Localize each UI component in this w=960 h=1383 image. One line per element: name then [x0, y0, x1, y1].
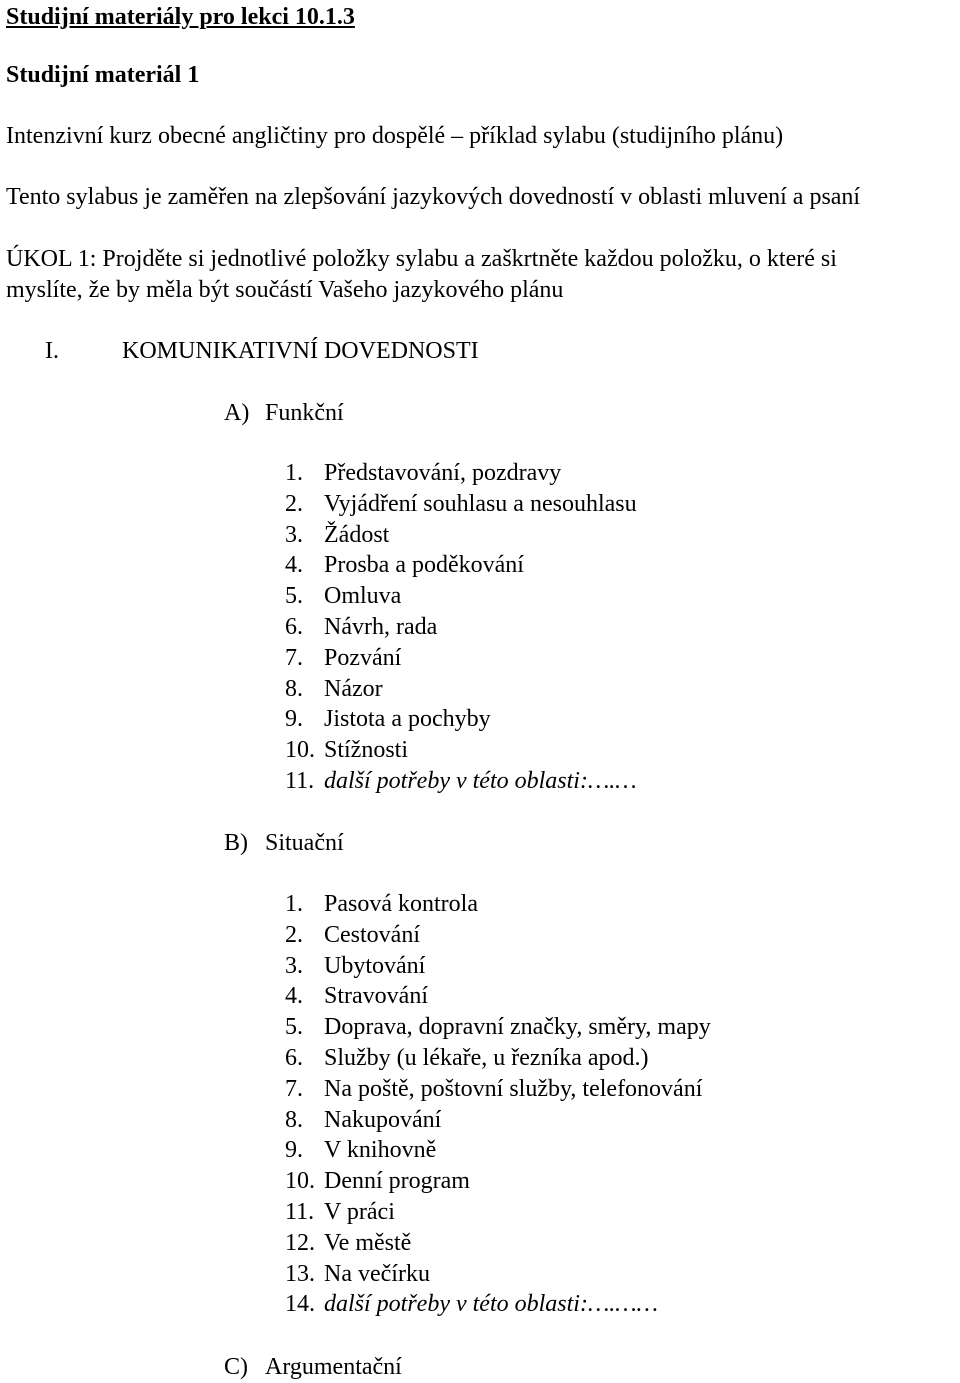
list-item[interactable]	[0, 1259, 960, 1290]
list-item[interactable]	[0, 920, 960, 951]
subsection-letter: A)	[224, 400, 250, 426]
item-number: 5.	[285, 1014, 303, 1041]
list-item[interactable]	[0, 1043, 960, 1074]
item-text: Ve městě	[324, 1229, 412, 1256]
item-number: 10.	[285, 737, 315, 764]
item-text: Žádost	[324, 521, 390, 548]
syllabus-focus: Tento sylabus je zaměřen na zlepšování jazykových dovedností v oblasti mluvení a psaní	[6, 184, 861, 210]
item-number: 2.	[285, 921, 303, 948]
item-text-other-needs: další potřeby v této oblasti:….…	[324, 767, 637, 794]
list-item[interactable]	[0, 1289, 960, 1320]
list-item[interactable]	[0, 889, 960, 920]
item-number: 8.	[285, 675, 303, 702]
list-item[interactable]	[0, 581, 960, 612]
item-number: 4.	[285, 983, 303, 1010]
list-item[interactable]	[0, 1105, 960, 1136]
item-text: Na poště, poštovní služby, telefonování	[324, 1075, 703, 1102]
list-item[interactable]	[0, 520, 960, 551]
item-text: V práci	[324, 1198, 395, 1225]
item-number: 9.	[285, 706, 303, 733]
list-item[interactable]	[0, 1166, 960, 1197]
item-text-other-needs: další potřeby v této oblasti:….……	[324, 1291, 658, 1318]
list-item[interactable]	[0, 612, 960, 643]
item-text: Ubytování	[324, 952, 426, 979]
subsection-title: Situační	[265, 830, 344, 856]
subsection-letter: B)	[224, 830, 248, 856]
item-number: 10.	[285, 1168, 315, 1195]
list-item[interactable]	[0, 1197, 960, 1228]
item-number: 5.	[285, 583, 303, 610]
list-item[interactable]	[0, 1012, 960, 1043]
item-number: 13.	[285, 1260, 315, 1287]
list-item[interactable]	[0, 704, 960, 735]
item-number: 12.	[285, 1229, 315, 1256]
document-title: Studijní materiály pro lekci 10.1.3	[6, 4, 355, 30]
list-item[interactable]	[0, 550, 960, 581]
item-text: Omluva	[324, 583, 402, 610]
material-title: Studijní materiál 1	[6, 62, 200, 88]
list-item[interactable]	[0, 981, 960, 1012]
course-description: Intenzivní kurz obecné angličtiny pro dospělé – příklad sylabu (studijního plánu)	[6, 123, 784, 149]
item-number: 6.	[285, 613, 303, 640]
item-text: Na večírku	[324, 1260, 430, 1287]
item-number: 3.	[285, 521, 303, 548]
item-number: 7.	[285, 1075, 303, 1102]
task-line-2: myslíte, že by měla být součástí Vašeho jazykového plánu	[6, 277, 564, 303]
item-text: Vyjádření souhlasu a nesouhlasu	[324, 490, 637, 517]
item-text: Cestování	[324, 921, 420, 948]
subsection-title: Funkční	[265, 400, 344, 426]
item-number: 1.	[285, 891, 303, 917]
item-text: Prosba a poděkování	[324, 552, 524, 579]
item-number: 2.	[285, 490, 303, 517]
item-text: Stravování	[324, 983, 428, 1010]
task-line-1: ÚKOL 1: Projděte si jednotlivé položky sylabu a zaškrtněte každou položku, o které si	[6, 246, 837, 272]
functional-list	[0, 458, 960, 797]
item-number: 6.	[285, 1044, 303, 1071]
list-item[interactable]	[0, 766, 960, 797]
list-item[interactable]	[0, 735, 960, 766]
list-item[interactable]	[0, 674, 960, 705]
item-number: 8.	[285, 1106, 303, 1133]
item-number: 9.	[285, 1137, 303, 1164]
item-text: Návrh, rada	[324, 613, 438, 640]
item-text: Představování, pozdravy	[324, 460, 562, 486]
item-number: 14.	[285, 1291, 315, 1318]
item-text: Denní program	[324, 1168, 470, 1195]
item-text: Pozvání	[324, 644, 402, 671]
item-text: Pasová kontrola	[324, 891, 478, 917]
item-number: 7.	[285, 644, 303, 671]
subsection-letter: C)	[224, 1354, 248, 1380]
item-number: 1.	[285, 460, 303, 486]
item-text: Doprava, dopravní značky, směry, mapy	[324, 1014, 711, 1041]
list-item[interactable]	[0, 1228, 960, 1259]
item-text: Nakupování	[324, 1106, 442, 1133]
item-text: V knihovně	[324, 1137, 437, 1164]
section-number: I.	[45, 338, 59, 364]
item-text: Stížnosti	[324, 737, 409, 764]
list-item[interactable]	[0, 951, 960, 982]
section-title: KOMUNIKATIVNÍ DOVEDNOSTI	[122, 338, 479, 364]
list-item[interactable]	[0, 489, 960, 520]
task-instruction	[6, 244, 946, 306]
subsection-title: Argumentační	[265, 1354, 402, 1380]
list-item[interactable]	[0, 1135, 960, 1166]
item-number: 4.	[285, 552, 303, 579]
item-text: Jistota a pochyby	[324, 706, 491, 733]
item-number: 11.	[285, 1198, 315, 1225]
item-number: 3.	[285, 952, 303, 979]
list-item[interactable]	[0, 458, 960, 489]
situational-list	[0, 889, 960, 1320]
list-item[interactable]	[0, 1074, 960, 1105]
item-text: Služby (u lékaře, u řezníka apod.)	[324, 1044, 649, 1071]
item-number: 11.	[285, 767, 315, 794]
item-text: Názor	[324, 675, 383, 702]
list-item[interactable]	[0, 643, 960, 674]
